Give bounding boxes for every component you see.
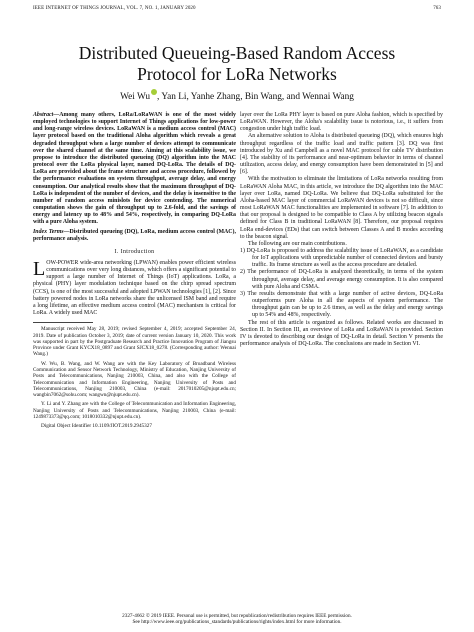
body-paragraph-5: The rest of this article is organized as follows. Related works are discussed in Section II. In Section III, an overview of LoRa and LoRaWAN is provided. Section IV is devoted to describing our design of DQ-LoRa in detail. Section V presents the performance analysis of DQ-LoRa. The conclusions are made in Section VI.	[240, 319, 443, 347]
footnote-manuscript: Manuscript received May 28, 2019; revised September 4, 2019; accepted September 24, 2019. Date of publication October 3, 2019; date of current version January 10, 2020. This work was supported in part by the Postgraduate Research and Practice Innovation Program of Jiangsu Province under Grant KYCX18_0897 and Grant SJCX18_0278. (Corresponding author: Wennai Wang.)	[33, 326, 236, 358]
contribution-item-3: 3) The results demonstrate that with a large number of active devices, DQ-LoRa outperforms pure Aloha in all the aspects of system performance. The throughput gain can be up to 2.6 times, as well as the delay and energy savings up to 54% and 48%, respectively.	[240, 290, 443, 319]
other-authors: , Yan Li, Yanhe Zhang, Bin Wang, and Wennai Wang	[157, 92, 354, 103]
title-line-2: Protocol for LoRa Networks	[137, 64, 337, 84]
abstract-label: Abstract	[33, 112, 54, 118]
abstract-text: —Among many others, LoRa/LoRaWAN is one of the most widely employed technologies to support Internet of Things applications for low-power and long-range wireless devices. LoRaWAN is a medium access control (MAC) layer protocol based on the traditional Aloha algorithm which reveals a great degraded throughput when a large number of devices attempt to communicate over the shared channel at the same time. Aiming at this scalability issue, we propose to introduce the distributed queueing (DQ) algorithm into the MAC protocol over the LoRa physical layer, named DQ-LoRa. The details of DQ-LoRa are provided about the frame structure and access procedure, followed by the performance evaluations on system throughput, average delay, and energy consumption. Our analytical results show that the maximum throughput of DQ-LoRa is independent of the number of devices, and the delay is insensitive to the number of random access minislots for device contending. The numerical computation shows the gain of throughput up to 2.6-fold, and the savings of energy and latency up to 48% and 54%, respectively, in comparing DQ-LoRa with a pure Aloha system.	[33, 112, 236, 226]
body-paragraph-1: layer over the LoRa PHY layer is based on pure Aloha fashion, which is specified by LoRaWAN. However, the Aloha's scalability issue is notorious, i.e., it suffers from congestion under high traffic load.	[240, 112, 443, 133]
running-header	[33, 6, 441, 15]
body-paragraph-4: The following are our main contributions.	[248, 240, 347, 247]
right-column	[240, 112, 443, 348]
author-list	[0, 89, 474, 102]
copyright-line-2: See http://www.ieee.org/publications_standards/publications/rights/index.html for more information.	[132, 619, 342, 626]
title-line-1: Distributed Queueing-Based Random Access	[78, 43, 396, 63]
paper-title	[0, 43, 474, 85]
drop-cap: L	[33, 257, 46, 280]
index-terms-text: —Distributed queueing (DQ), LoRa, medium access control (MAC), performance analysis.	[33, 228, 236, 242]
contribution-item-2: 2) The performance of DQ-LoRa is analyzed theoretically, in terms of the system throughput, average delay, and average energy consumption. It is also compared with pure Aloha and CSMA.	[240, 269, 443, 290]
footnote-affiliation-2: Y. Li and Y. Zhang are with the College of Telecommunication and Information Engineering, Nanjing University of Posts and Telecommunications, Nanjing 210003, China (e-mail: 1249873373@qq.com; 1018010332@njupt.edu.cn).	[33, 401, 236, 421]
copyright-line-1: 2327-4662 © 2019 IEEE. Personal use is permitted, but republication/redistribution requires IEEE permission.	[122, 613, 352, 619]
page-number: 763	[433, 6, 441, 11]
first-author: Wei Wu	[120, 92, 151, 103]
intro-paragraph	[33, 257, 236, 317]
contribution-item-1: 1) DQ-LoRa is proposed to address the scalability issue of LoRaWAN, as a candidate for IoT applications with unpredictable number of connected devices and bursty traffic. Its frame structure as well as the access procedure are detailed.	[240, 247, 443, 269]
intro-text: OW-POWER wide-area networking (LPWAN) enables power efficient wireless communications over very long distances, which offers a significant potential to support a large number of Internet of Things (IoT) applications. LoRa, a physical (PHY) layer modulation technique based on the chirp spread spectrum (CCS), is one of the most successful and adopted LPWAN technologies [1], [2]. Since battery powered nodes in LoRa networks share the unlicensed ISM band and require a long lifetime, an effective medium access control (MAC) mechanism is critical for LoRa. A widely used MAC	[33, 259, 236, 317]
footnote-doi: Digital Object Identifier 10.1109/JIOT.2019.2945327	[41, 423, 152, 430]
footnote-divider	[33, 322, 93, 323]
journal-header: IEEE INTERNET OF THINGS JOURNAL, VOL. 7, NO. 1, JANUARY 2020	[33, 6, 196, 11]
abstract	[33, 112, 236, 227]
body-paragraph-3: With the motivation to eliminate the limitations of LoRa networks resulting from LoRaWAN Aloha MAC, in this article, we introduce the DQ algorithm into the MAC layer over LoRa, named DQ-LoRa. We believe that DQ-LoRa substituted for the Aloha-based MAC layer of commercial LoRaWAN devices is not so difficult, since most LoRaWAN MAC functionalities are implemented in software [7]. In addition to that our proposal is designed to be compatible to Class A by utilizing beacon signals defined for Class B in traditional LoRaWAN [8]. Therefore, our proposal requires LoRa end-devices (EDs) that can switch between Classes A and B modes according to the beacon signal.	[240, 176, 443, 240]
index-terms	[33, 229, 236, 243]
copyright-footer	[0, 613, 474, 625]
section-heading: I. Introduction	[114, 248, 155, 255]
left-column	[33, 112, 236, 430]
footnote-affiliation-1: W. Wu, B. Wang, and W. Wang are with the Key Laboratory of Broadband Wireless Communication and Sensor Network Technology, Ministry of Education, Nanjing University of Posts and Telecommunications, Nanjing 210003, China, and also with the College of Telecommunication and Information Engineering, Nanjing University of Posts and Telecommunications, Nanjing 210003, China (e-mail: 2017010205@njupt.edu.cn; wangbin7062@sohu.com; wangwn@njupt.edu.cn).	[33, 360, 236, 399]
index-terms-label: Index Terms	[33, 228, 64, 235]
body-paragraph-2: An alternative solution to Aloha is distributed queueing (DQ), which ensures high throughput regardless of the traffic load and traffic pattern [3]. DQ was first introduced by Xu and Campbell as a novel MAC protocol for cable TV distribution [4]. The stability of its performance and near-optimum behavior in terms of channel utilization, access delay, and energy consumption have been demonstrated in [5] and [6].	[240, 133, 443, 176]
